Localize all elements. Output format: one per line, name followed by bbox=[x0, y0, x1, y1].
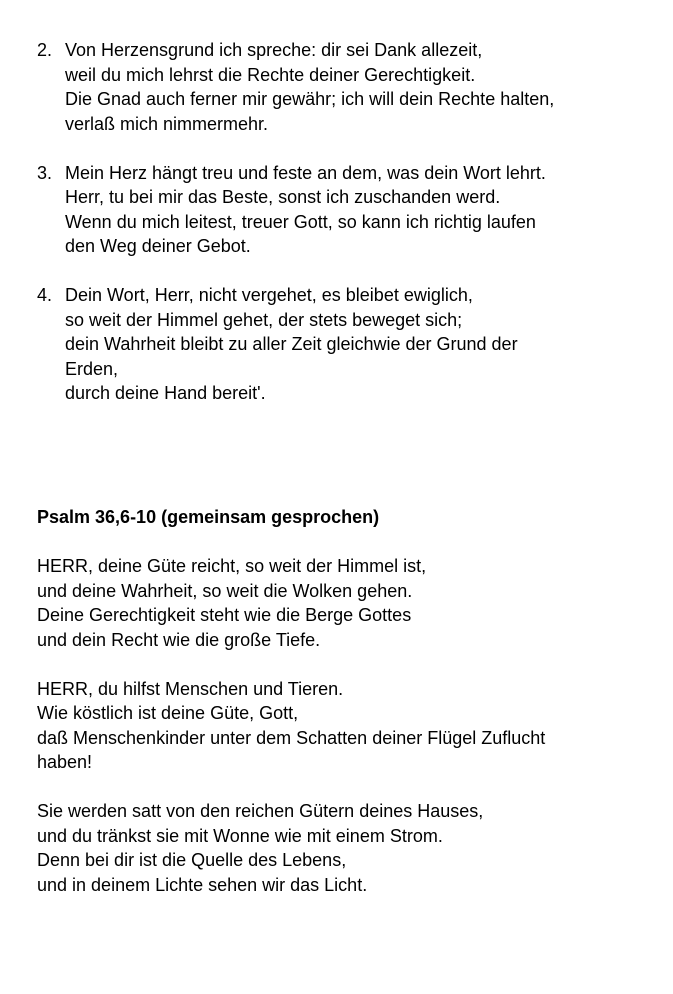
psalm-section bbox=[37, 505, 657, 922]
psalm-line: HERR, deine Güte reicht, so weit der Himmel ist, bbox=[37, 556, 427, 576]
verse-lines bbox=[65, 283, 657, 406]
verse-line: Mein Herz hängt treu und feste an dem, was dein Wort lehrt. bbox=[65, 162, 546, 183]
verse-lines bbox=[65, 38, 657, 136]
psalm-line: und in deinem Lichte sehen wir das Licht. bbox=[37, 874, 368, 895]
verse-line: durch deine Hand bereit'. bbox=[65, 383, 266, 403]
verse-line: den Weg deiner Gebot. bbox=[65, 236, 251, 256]
hymn-verse-3 bbox=[37, 161, 657, 259]
psalm-line: Sie werden satt von den reichen Gütern deines Hauses, bbox=[37, 801, 484, 821]
verse-line: Wenn du mich leitest, treuer Gott, so kann ich richtig laufen bbox=[65, 211, 536, 232]
verse-line: verlaß mich nimmermehr. bbox=[65, 113, 269, 134]
verse-line: so weit der Himmel gehet, der stets beweget sich; bbox=[65, 309, 463, 330]
verse-line: weil du mich lehrst die Rechte deiner Gerechtigkeit. bbox=[65, 64, 476, 85]
psalm-line: daß Menschenkinder unter dem Schatten deiner Flügel Zuflucht bbox=[37, 727, 546, 748]
verse-number: 4. bbox=[37, 285, 53, 305]
verse-line: Die Gnad auch ferner mir gewähr; ich will dein Rechte halten, bbox=[65, 89, 555, 109]
psalm-line: haben! bbox=[37, 752, 93, 772]
psalm-line: Denn bei dir ist die Quelle des Lebens, bbox=[37, 850, 347, 870]
verse-number: 3. bbox=[37, 162, 53, 183]
psalm-stanza-1 bbox=[37, 554, 657, 652]
hymn-verse-2 bbox=[37, 38, 657, 136]
hymn-verses bbox=[37, 38, 657, 430]
psalm-title: Psalm 36,6-10 (gemeinsam gesprochen) bbox=[37, 507, 380, 527]
psalm-line: HERR, du hilfst Menschen und Tieren. bbox=[37, 678, 344, 699]
verse-line: dein Wahrheit bleibt zu aller Zeit gleichwie der Grund der bbox=[65, 334, 518, 354]
verse-line: Dein Wort, Herr, nicht vergehet, es bleibet ewiglich, bbox=[65, 285, 473, 305]
psalm-line: Deine Gerechtigkeit steht wie die Berge Gottes bbox=[37, 605, 412, 625]
psalm-line: Wie köstlich ist deine Güte, Gott, bbox=[37, 703, 299, 723]
hymn-verse-4 bbox=[37, 283, 657, 406]
psalm-line: und deine Wahrheit, so weit die Wolken gehen. bbox=[37, 580, 413, 601]
verse-lines bbox=[65, 161, 657, 259]
psalm-stanza-3 bbox=[37, 799, 657, 897]
psalm-line: und du tränkst sie mit Wonne wie mit einem Strom. bbox=[37, 825, 443, 846]
verse-line: Herr, tu bei mir das Beste, sonst ich zuschanden werd. bbox=[65, 187, 501, 207]
verse-number: 2. bbox=[37, 40, 53, 60]
psalm-line: und dein Recht wie die große Tiefe. bbox=[37, 629, 321, 650]
psalm-stanza-2 bbox=[37, 677, 657, 775]
verse-line: Von Herzensgrund ich spreche: dir sei Dank allezeit, bbox=[65, 40, 483, 60]
verse-line: Erden, bbox=[65, 358, 119, 379]
